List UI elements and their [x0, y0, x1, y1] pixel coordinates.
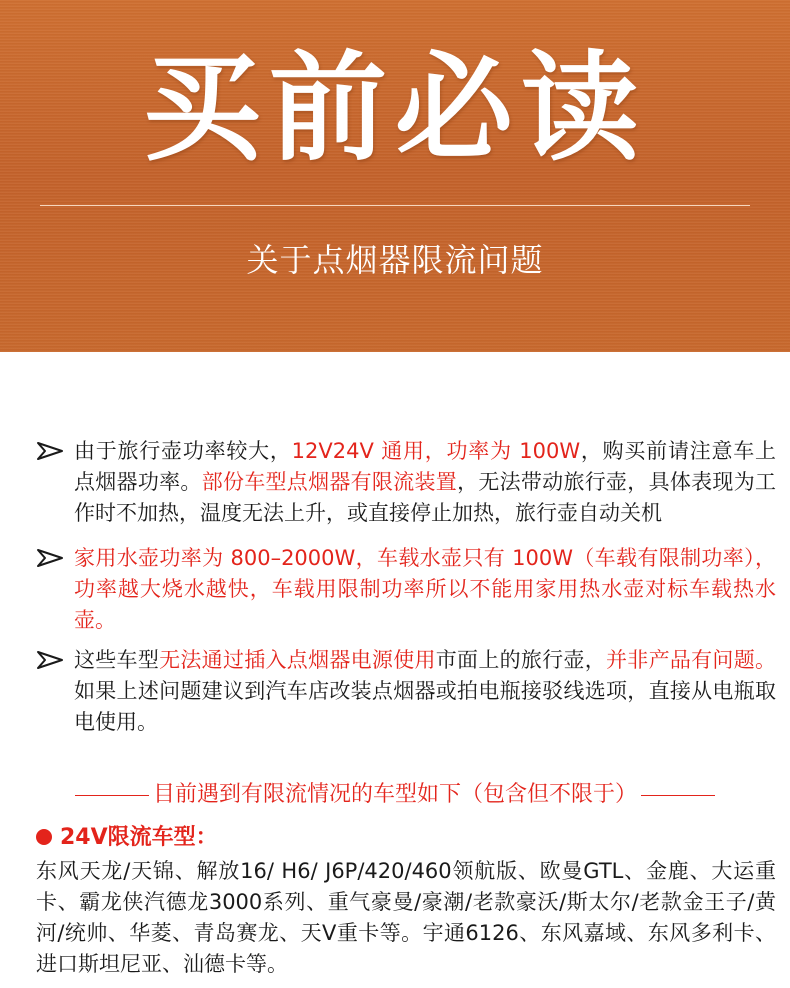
note-highlight: 无法通过插入点烟器电源使用 — [159, 648, 436, 672]
note-segment: 由于旅行壶功率较大， — [74, 439, 292, 463]
note-text — [74, 543, 776, 636]
arrow-triangle-bullet-icon — [36, 650, 64, 670]
note-highlight: 并非产品有问题。 — [606, 648, 776, 672]
arrow-triangle-bullet-icon — [36, 548, 64, 568]
note-segment: 市面上的旅行壶， — [435, 648, 607, 672]
note-highlight: 12V24V 通用，功率为 100W — [291, 439, 581, 463]
arrow-triangle-bullet-icon — [36, 441, 64, 461]
note-segment: ，购买前请注意车上点烟器功率。 — [74, 439, 776, 494]
banner-divider — [40, 205, 750, 206]
note-item-3 — [36, 645, 776, 738]
separator-dash-left — [75, 795, 149, 796]
page-title: 买前必读 — [142, 39, 647, 177]
note-item-2 — [36, 543, 776, 636]
header-banner — [0, 0, 790, 352]
note-segment: 这些车型 — [74, 648, 160, 672]
note-item-1 — [36, 436, 776, 529]
note-segment: ，无法带动旅行壶，具体表现为工作时不加热，温度无法上升，或直接停止加热，旅行壶自动关机 — [74, 470, 776, 525]
note-text — [74, 645, 776, 738]
section-heading-text: 24V限流车型： — [60, 825, 218, 850]
note-highlight: 部份车型点烟器有限流装置 — [201, 470, 458, 494]
separator-text: 目前遇到有限流情况的车型如下（包含但不限于） — [152, 782, 637, 807]
note-text — [74, 436, 776, 529]
note-highlight: 家用水壶功率为 800–2000W，车载水壶只有 100W（车载有限制功率），功率越大烧水越快，车载用限制功率所以不能用家用热水壶对标车载热水壶。 — [74, 546, 776, 632]
red-dot-icon — [36, 829, 52, 845]
note-segment: 如果上述问题建议到汽车店改装点烟器或拍电瓶接驳线选项，直接从电瓶取电使用。 — [74, 679, 776, 734]
section-heading — [36, 822, 218, 854]
vehicle-model-list: 东风天龙/天锦、解放16/ H6/ J6P/420/460领航版、欧曼GTL、金鹿、大运重卡、霸龙侠汽德龙3000系列、重气豪曼/豪潮/老款豪沃/斯太尔/老款金王子/黄河/统帅、华菱、青岛赛龙、天V重卡等。宇通6126、东风嘉域、东风多利卡、进口斯坦尼亚、汕德卡等。 — [36, 859, 776, 976]
section-separator — [40, 779, 750, 811]
separator-dash-right — [641, 795, 715, 796]
page-subtitle: 关于点烟器限流问题 — [246, 241, 544, 279]
